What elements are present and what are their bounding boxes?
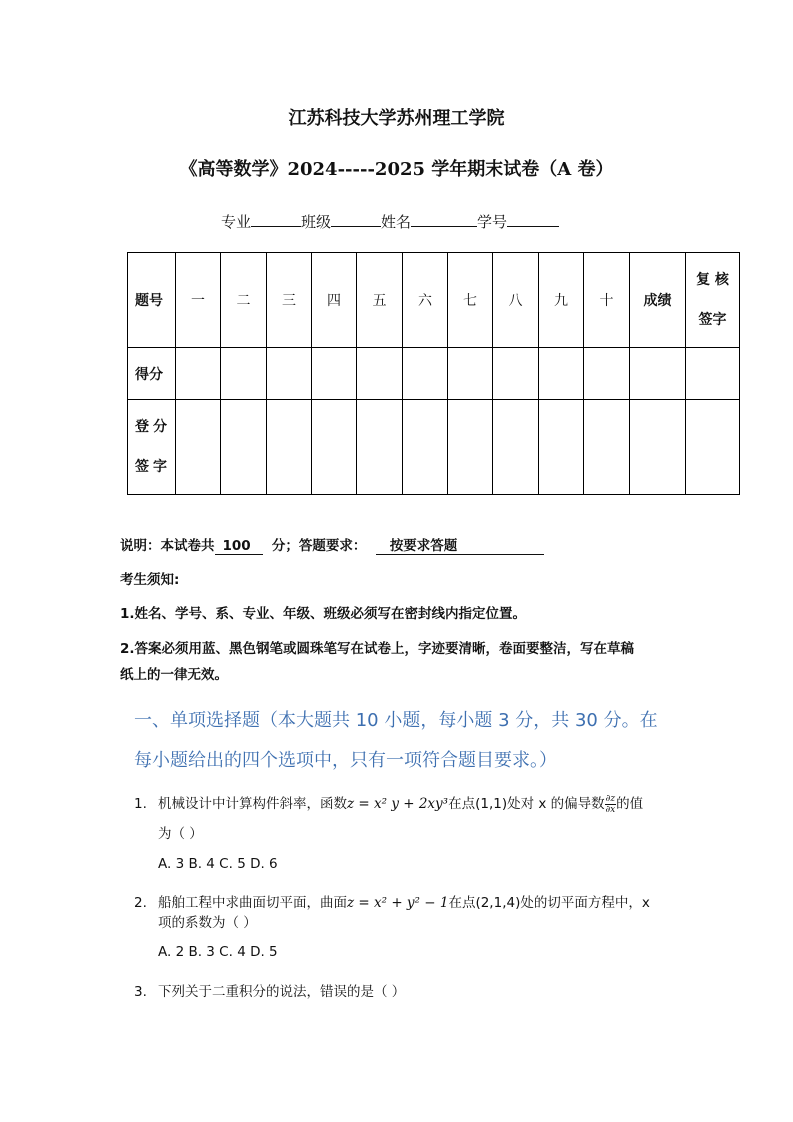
score-cell[interactable] [312,348,357,400]
score-cell[interactable] [630,348,686,400]
fraction-denominator: ∂x [605,804,616,815]
notice-title: 考生须知: [120,572,180,588]
question-column-3: 三 [267,253,312,348]
description-prefix: 说明：本试卷共 [120,538,215,554]
signer-cell[interactable] [584,400,630,495]
question-1-formula: z = x² y + 2xy³ [347,796,449,812]
signer-cell[interactable] [357,400,403,495]
question-1-text-b: 在点(1,1)处对 x 的偏导数 [448,796,605,812]
score-cell[interactable] [539,348,584,400]
signer-row-label [128,400,176,495]
signer-cell[interactable] [267,400,312,495]
section-heading-line2: 每小题给出的四个选项中，只有一项符合题目要求。） [134,750,557,771]
question-number-label: 题号 [128,253,176,348]
signer-cell[interactable] [630,400,686,495]
school-name: 江苏科技大学苏州理工学院 [288,108,505,129]
total-score-label: 成绩 [630,253,686,348]
score-cell[interactable] [221,348,267,400]
question-2-line2: 项的系数为（ ） [158,915,257,931]
question-2-number: 2. [134,895,147,911]
signer-cell[interactable] [176,400,221,495]
question-1-text-c: 的值 [616,796,644,812]
score-cell[interactable] [176,348,221,400]
exam-description [120,534,544,555]
major-label: 专业 [221,213,252,231]
question-column-8: 八 [493,253,539,348]
signer-cell[interactable] [686,400,740,495]
signer-cell[interactable] [403,400,448,495]
rule-2-line2: 纸上的一律无效。 [120,667,228,683]
score-cell[interactable] [686,348,740,400]
score-cell[interactable] [584,348,630,400]
name-blank[interactable] [411,212,477,227]
name-label: 姓名 [381,213,412,231]
rule-1: 1.姓名、学号、系、专业、年级、班级必须写在密封线内指定位置。 [120,606,527,622]
signer-cell[interactable] [539,400,584,495]
question-3-number: 3. [134,984,147,1000]
description-mid: 分；答题要求： [271,538,367,554]
answer-requirement: 按要求答题 [376,534,544,555]
question-1 [134,792,643,815]
question-1-options[interactable]: A. 3 B. 4 C. 5 D. 6 [158,856,278,872]
score-row-label: 得分 [128,348,176,400]
signer-row [128,400,740,495]
score-table-header-row [128,253,740,348]
student-info-line [221,211,559,232]
rule-2-line1: 2.答案必须用蓝、黑色钢笔或圆珠笔写在试卷上，字迹要清晰，卷面要整洁，写在草稿 [120,641,635,657]
question-2-text-b: 在点(2,1,4)处的切平面方程中，x [448,895,650,911]
student-id-blank[interactable] [507,212,559,227]
question-column-6: 六 [403,253,448,348]
signer-label-line1: 登分 [135,419,171,435]
question-column-5: 五 [357,253,403,348]
question-1-line2: 为（ ） [158,826,203,842]
question-3 [134,980,405,1000]
question-2-formula: z = x² + y² − 1 [347,895,449,911]
question-column-10: 十 [584,253,630,348]
section-heading-line1: 一、单项选择题（本大题共 10 小题，每小题 3 分，共 30 分。在 [134,710,658,731]
question-column-7: 七 [448,253,493,348]
class-label: 班级 [301,213,332,231]
question-1-number: 1. [134,796,147,812]
score-table [127,252,740,495]
question-3-text-a: 下列关于二重积分的说法，错误的是（ ） [158,984,406,1000]
score-row [128,348,740,400]
question-column-9: 九 [539,253,584,348]
score-cell[interactable] [493,348,539,400]
question-2-options[interactable]: A. 2 B. 3 C. 4 D. 5 [158,944,278,960]
review-signature-label [686,253,740,348]
score-cell[interactable] [403,348,448,400]
signer-cell[interactable] [312,400,357,495]
total-points: 100 [215,538,263,555]
review-label-line2: 签字 [698,312,727,328]
question-2-text-a: 船舶工程中求曲面切平面，曲面 [158,895,347,911]
question-column-1: 一 [176,253,221,348]
question-1-text-a: 机械设计中计算构件斜率，函数 [158,796,347,812]
review-label-line1: 复 核 [696,272,729,288]
score-cell[interactable] [267,348,312,400]
signer-label-line2: 签字 [135,459,171,475]
score-cell[interactable] [448,348,493,400]
partial-derivative-fraction [605,794,616,815]
question-column-2: 二 [221,253,267,348]
signer-cell[interactable] [448,400,493,495]
student-id-label: 学号 [477,213,508,231]
question-column-4: 四 [312,253,357,348]
exam-title: 《高等数学》2024-----2025 学年期末试卷（A 卷） [179,159,614,180]
signer-cell[interactable] [221,400,267,495]
fraction-numerator: ∂z [605,793,616,804]
question-2 [134,891,650,911]
major-blank[interactable] [251,212,301,227]
signer-cell[interactable] [493,400,539,495]
class-blank[interactable] [331,212,381,227]
score-cell[interactable] [357,348,403,400]
